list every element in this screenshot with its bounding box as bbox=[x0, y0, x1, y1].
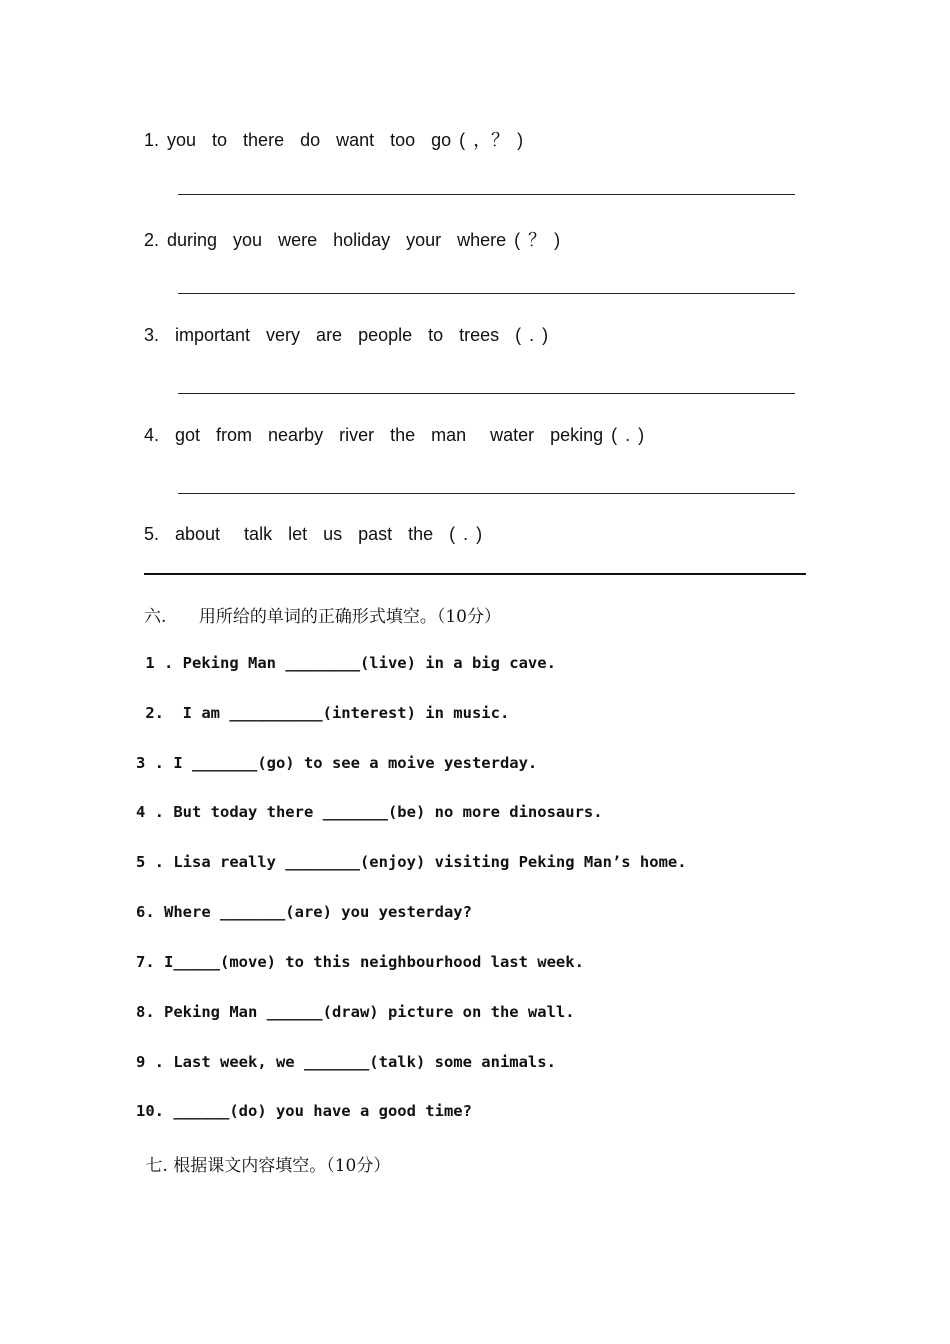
fill-item-3: 3 . I _______(go) to see a moive yesterday. bbox=[136, 754, 538, 772]
fill-item-7: 7. I_____(move) to this neighbourhood last week. bbox=[136, 953, 584, 971]
answer-line-4 bbox=[178, 493, 795, 494]
answer-line-2 bbox=[178, 293, 795, 294]
fill-item-1: 1 . Peking Man ________(live) in a big cave. bbox=[136, 654, 556, 672]
scramble-item-3: 3. important very are people to trees ( . ) bbox=[144, 325, 549, 345]
fill-item-10: 10. ______(do) you have a good time? bbox=[136, 1102, 472, 1120]
fill-item-9: 9 . Last week, we _______(talk) some animals. bbox=[136, 1053, 556, 1071]
fill-item-2: 2. I am __________(interest) in music. bbox=[136, 704, 510, 722]
scramble-item-2: 2. during you were holiday your where ( ？ ) bbox=[144, 230, 561, 250]
fill-item-5: 5 . Lisa really ________(enjoy) visiting Peking Man’s home. bbox=[136, 853, 687, 871]
fill-item-4: 4 . But today there _______(be) no more dinosaurs. bbox=[136, 803, 603, 821]
answer-line-3 bbox=[178, 393, 795, 394]
section-7-heading: 七. 根据课文内容填空。（10分） bbox=[140, 1156, 391, 1176]
scramble-item-4: 4. got from nearby river the man water peking ( . ) bbox=[144, 425, 645, 445]
answer-line-1 bbox=[178, 194, 795, 195]
section-6-heading: 六. 用所给的单词的正确形式填空。（10分） bbox=[144, 607, 501, 627]
fill-item-6: 6. Where _______(are) you yesterday? bbox=[136, 903, 472, 921]
fill-item-8: 8. Peking Man ______(draw) picture on the wall. bbox=[136, 1003, 575, 1021]
answer-line-5 bbox=[144, 573, 806, 575]
scramble-item-5: 5. about talk let us past the ( . ) bbox=[144, 524, 483, 544]
scramble-item-1: 1. you to there do want too go ( ，？ ) bbox=[144, 130, 524, 150]
